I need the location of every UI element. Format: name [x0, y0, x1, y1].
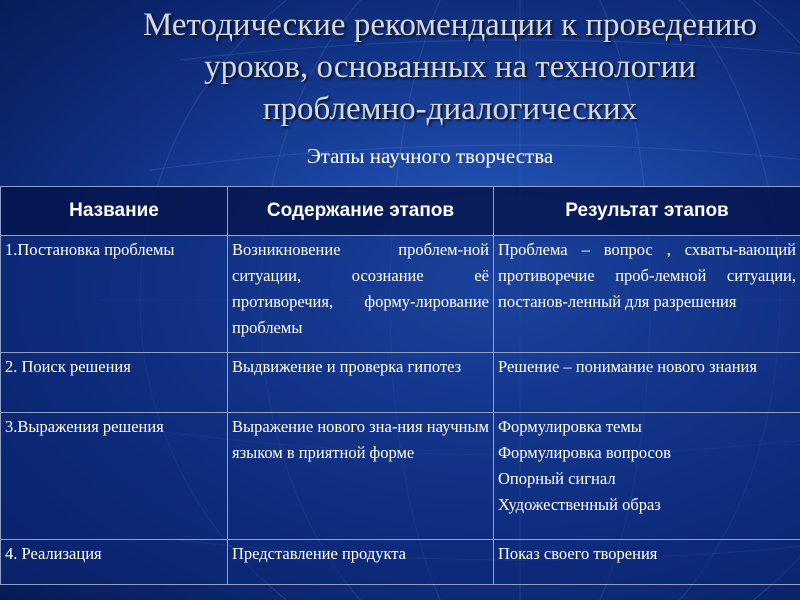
stage-result-cell	[494, 353, 800, 413]
result-text: Решение – понимание нового знания	[498, 357, 757, 376]
stage-result-cell	[494, 413, 800, 540]
stage-content-cell: Представление продукта	[228, 540, 494, 585]
table-row	[1, 540, 800, 585]
result-text: Художественный образ	[498, 495, 661, 514]
result-text: Формулировка темы	[498, 417, 642, 436]
stage-content-cell: Выдвижение и проверка гипотез	[228, 353, 494, 413]
stage-result-cell	[494, 540, 800, 585]
header-result: Результат этапов	[494, 187, 800, 236]
stage-name-cell: 1.Постановка проблемы	[1, 236, 228, 353]
result-text: Показ своего творения	[498, 544, 658, 563]
header-name: Название	[1, 187, 228, 236]
stage-result-cell	[494, 236, 800, 353]
stage-content-cell: Выражение нового зна-ния научным языком в приятной форме	[228, 413, 494, 540]
header-content: Содержание этапов	[228, 187, 494, 236]
stages-table	[0, 186, 800, 585]
table-row	[1, 413, 800, 540]
table-row	[1, 353, 800, 413]
stage-content-cell: Возникновение проблем-ной ситуации, осознание её противоречия, форму-лирование проблемы	[228, 236, 494, 353]
result-text: Проблема – вопрос , схваты-вающий противоречие проб-лемной ситуации, постанов-ленный для разрешения	[498, 240, 796, 311]
table-row	[1, 236, 800, 353]
stage-name-cell: 4. Реализация	[1, 540, 228, 585]
result-text: Формулировка вопросов	[498, 443, 671, 462]
title-line-3: проблемно-диалогических	[262, 91, 638, 127]
slide-subtitle: Этапы научного творчества	[306, 144, 554, 168]
table-header-row	[1, 187, 800, 236]
slide-title	[100, 4, 800, 130]
title-line-2: уроков, основанных на технологии	[204, 49, 696, 85]
stage-name-cell: 2. Поиск решения	[1, 353, 228, 413]
stage-name-cell: 3.Выражения решения	[1, 413, 228, 540]
result-text: Опорный сигнал	[498, 469, 616, 488]
title-line-1: Методические рекомендации к проведению	[142, 7, 758, 43]
